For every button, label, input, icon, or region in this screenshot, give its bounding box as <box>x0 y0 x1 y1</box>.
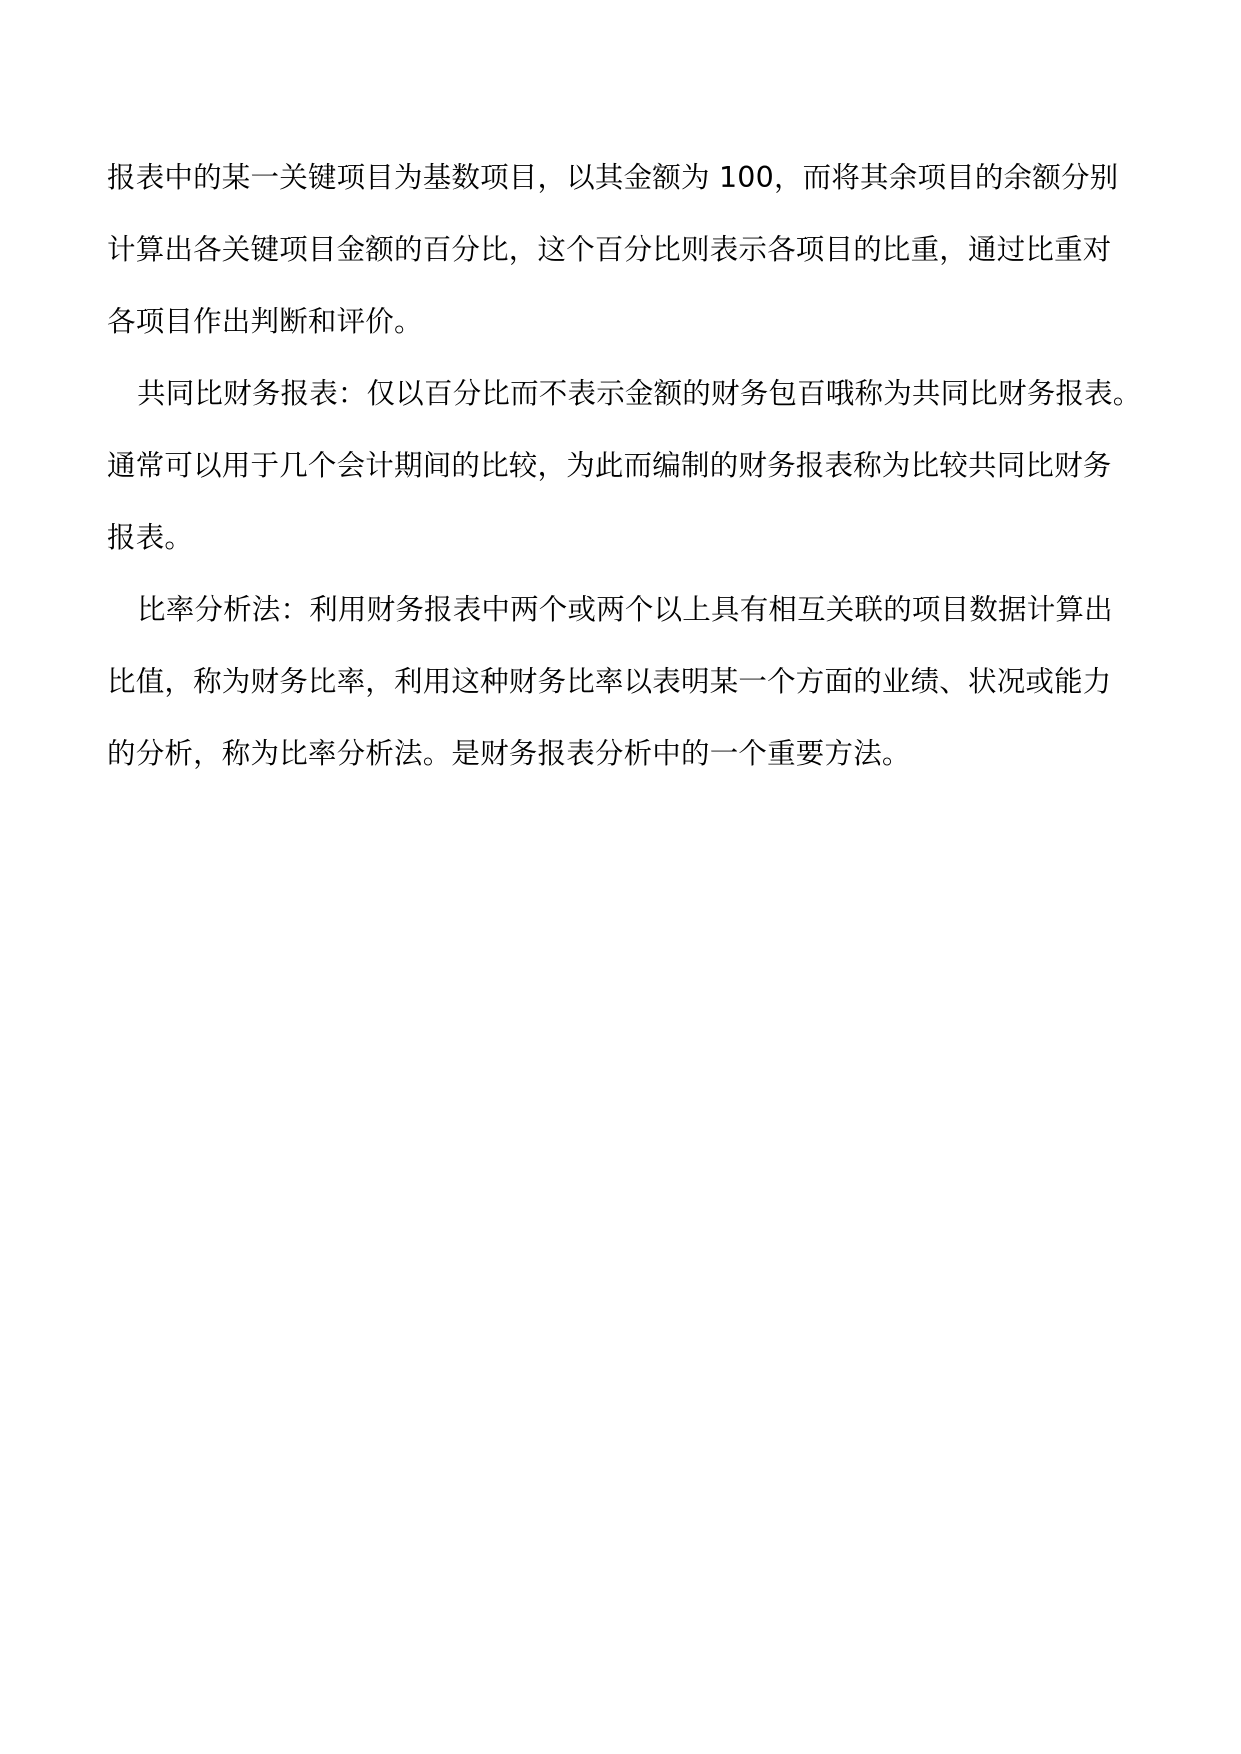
paragraph-1-line-3: 各项目作出判断和评价。 <box>107 305 423 338</box>
paragraph-1-line-1: 报表中的某一关键项目为基数项目，以其金额为 100，而将其余项目的余额分别 <box>107 161 1119 194</box>
paragraph-3-line-1: 比率分析法：利用财务报表中两个或两个以上具有相互关联的项目数据计算出 <box>137 593 1113 626</box>
paragraph-2-line-3: 报表。 <box>107 521 194 554</box>
paragraph-2-line-1: 共同比财务报表：仅以百分比而不表示金额的财务包百哦称为共同比财务报表。 <box>137 377 1142 410</box>
paragraph-2-line-2: 通常可以用于几个会计期间的比较，为此而编制的财务报表称为比较共同比财务 <box>107 449 1112 482</box>
paragraph-3-line-2: 比值，称为财务比率，利用这种财务比率以表明某一个方面的业绩、状况或能力 <box>107 665 1112 698</box>
paragraph-1-line-2: 计算出各关键项目金额的百分比，这个百分比则表示各项目的比重，通过比重对 <box>107 233 1112 266</box>
paragraph-3-line-3: 的分析，称为比率分析法。是财务报表分析中的一个重要方法。 <box>107 737 911 770</box>
